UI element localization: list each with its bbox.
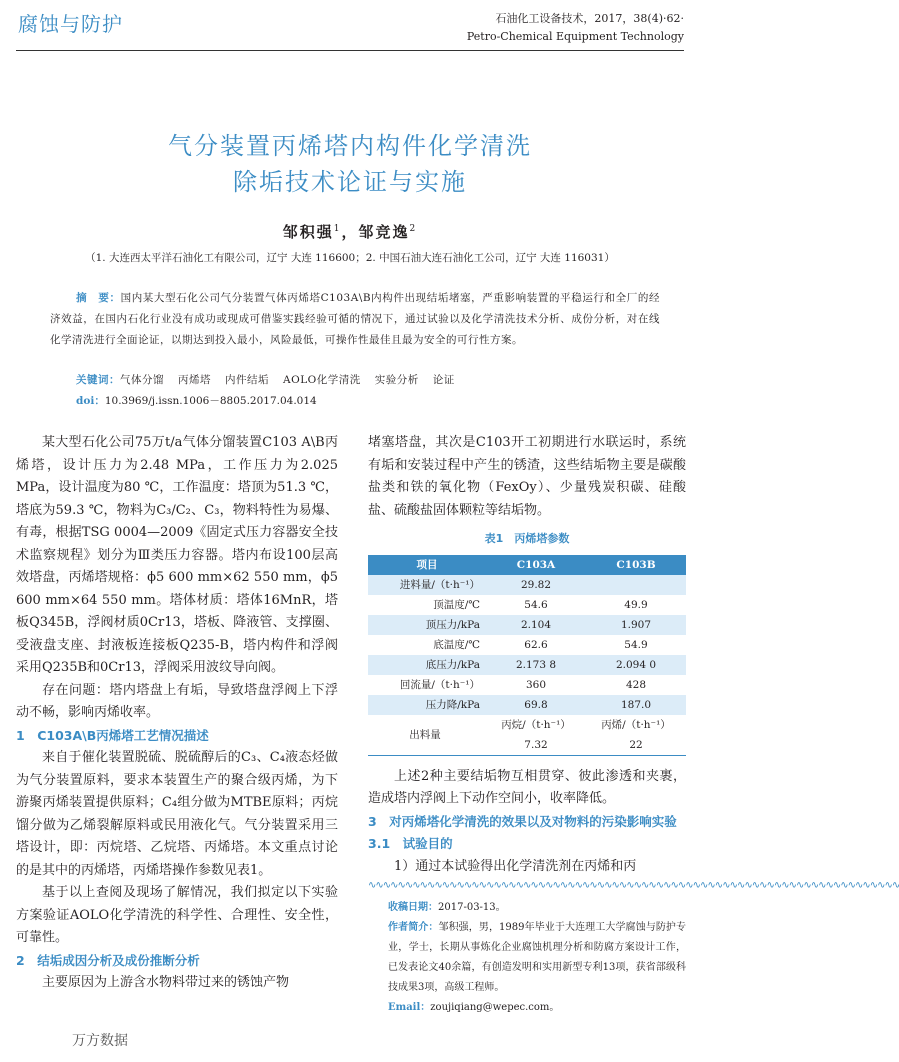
authors <box>0 221 700 242</box>
table-cell: 54.6 <box>524 598 548 611</box>
section-heading: 2 结垢成因分析及成份推断分析 <box>16 952 200 968</box>
keywords <box>76 370 666 391</box>
table-row <box>368 675 686 695</box>
received-label: 收稿日期： <box>388 902 438 913</box>
author-bio-text: 邹积强，男，1989年毕业于大连理工大学腐蚀与防护专业，学士，长期从事炼化企业腐蚀机理分析和防腐方案设计工作，已发表论文40余篇，有创造发明和实用新型专利13项，获省部级科技成果3项，高级工程师。 <box>388 922 687 993</box>
keyword: 气体分馏 <box>120 374 164 386</box>
section-tag: 腐蚀与防护 <box>18 12 123 36</box>
table-row <box>368 715 686 735</box>
table-cell: 29.82 <box>486 575 586 595</box>
body-column-right <box>368 432 899 1018</box>
table-cell: 底压力/kPa <box>368 655 486 675</box>
received-date <box>388 898 686 918</box>
header-divider <box>16 50 684 51</box>
table-header: C103A <box>486 555 586 575</box>
article-title <box>0 128 700 200</box>
table-cell: 压力降/kPa <box>368 695 486 715</box>
table-row <box>368 595 686 615</box>
author-separator: ， <box>341 223 359 241</box>
body-paragraph: 存在问题：塔内塔盘上有垢，导致塔盘浮阀上下浮动不畅，影响丙烯收率。 <box>16 682 338 720</box>
table-row <box>368 695 686 715</box>
table-cell <box>586 575 686 595</box>
table-cell: 回流量/（t·h⁻¹） <box>399 678 480 691</box>
table-cell: 22 <box>629 738 643 751</box>
table-cell: 360 <box>525 678 547 691</box>
body-paragraph: 堵塞塔盘，其次是C103开工初期进行水联运时，系统有垢和安装过程中产生的锈渣，这些结垢物主要是碳酸盐类和铁的氧化物（FexOy）、少量残炭积碳、硅酸盐、硫酸盐固体颗粒等结垢物。 <box>368 435 686 518</box>
keyword: 丙烯塔 <box>178 374 211 386</box>
author-1: 邹积强 <box>282 223 334 241</box>
table-cell: 2.104 <box>486 615 586 635</box>
abstract <box>50 288 660 351</box>
keywords-label: 关键词： <box>76 374 120 386</box>
author-2-affil: 2 <box>409 224 418 234</box>
table-cell: 顶压力/kPa <box>368 615 486 635</box>
table-cell: 顶温度/℃ <box>433 598 480 611</box>
doi-value[interactable]: 10.3969/j.issn.1006－8805.2017.04.014 <box>104 395 317 407</box>
author-1-affil: 1 <box>333 224 342 234</box>
abstract-label: 摘 要： <box>76 292 121 304</box>
author-bio <box>388 918 686 998</box>
journal-line-en: Petro-Chemical Equipment Technology <box>466 30 684 43</box>
table-cell: 2.094 0 <box>586 655 686 675</box>
table-caption: 表1 丙烯塔参数 <box>484 532 570 545</box>
body-paragraph: 来自于催化装置脱硫、脱硫醇后的C₃、C₄液态烃做为气分装置原料，要求本装置生产的聚合级丙烯，为下游聚丙烯装置提供原料；C₄组分做为MTBE原料；丙烷馏分做为乙烯裂解原料或民用液化气。气分装置采用三塔设计，即：丙烷塔、乙烷塔、丙烯塔。本文重点讨论的是其中的丙烯塔，丙烯塔操作参数见表1。 <box>16 750 338 878</box>
keyword: 论证 <box>432 374 455 386</box>
author-bio-label: 作者简介： <box>388 922 439 933</box>
table-cell: 62.6 <box>524 638 548 651</box>
table-cell: 丙烯/（t·h⁻¹） <box>601 718 671 731</box>
doi-label: doi： <box>76 395 105 407</box>
table-cell: 69.8 <box>486 695 586 715</box>
title-line-2: 除垢技术论证与实施 <box>233 168 467 196</box>
doi <box>76 391 317 412</box>
table-cell: 7.32 <box>524 738 548 751</box>
table-cell: 49.9 <box>624 598 648 611</box>
section-heading: 3 对丙烯塔化学清洗的效果以及对物料的污染影响实验 <box>368 813 677 829</box>
table-row <box>368 655 686 675</box>
journal-citation <box>467 10 684 46</box>
keyword: 内件结垢 <box>225 374 269 386</box>
author-email <box>388 998 686 1018</box>
body-paragraph: 主要原因为上游含水物料带过来的锈蚀产物 <box>42 975 290 990</box>
section-heading: 1 C103A\B丙烯塔工艺情况描述 <box>16 727 209 743</box>
email-label: Email： <box>388 1002 431 1013</box>
table-cell: 进料量/（t·h⁻¹） <box>368 575 486 595</box>
parameter-table <box>368 555 686 756</box>
body-paragraph: 上述2种主要结垢物互相贯穿、彼此渗透和夹裹，造成塔内浮阀上下动作空间小，收率降低。 <box>368 768 686 806</box>
table-header: C103B <box>586 555 686 575</box>
body-paragraph: 1）通过本试验得出化学清洗剂在丙烯和丙 <box>394 858 637 874</box>
table-cell: 428 <box>625 678 647 691</box>
table-cell: 54.9 <box>624 638 648 651</box>
table-header-row <box>368 555 686 575</box>
table-row <box>368 635 686 655</box>
body-paragraph: 基于以上查阅及现场了解情况，我们拟定以下实验方案验证AOLO化学清洗的科学性、合理性、安全性，可靠性。 <box>16 885 338 945</box>
journal-line-cn: 石油化工设备技术，2017，38(4)·62· <box>495 12 684 25</box>
keyword: 实验分析 <box>374 374 419 386</box>
author-2: 邹竞逸 <box>358 223 410 241</box>
abstract-text: 国内某大型石化公司气分装置气体丙烯塔C103A\B内构件出现结垢堵塞，严重影响装置的平稳运行和全厂的经济效益，在国内石化行业没有成功或现成可借鉴实践经验可循的情况下，通过试验以及化学清洗技术分析、成份分析，对在线化学清洗进行全面论证，以期达到投入最小，风险最低，可操作性最佳且最为安全的可行性方案。 <box>50 292 660 346</box>
table-cell: 1.907 <box>586 615 686 635</box>
email-value[interactable]: zoujiqiang@wepec.com。 <box>430 1002 560 1013</box>
table-cell: 2.173 8 <box>486 655 586 675</box>
subsection-heading: 3.1 试验目的 <box>368 836 453 851</box>
affiliations: （1. 大连西太平洋石油化工有限公司，辽宁 大连 116600；2. 中国石油大连石油化工公司，辽宁 大连 116031） <box>85 252 615 264</box>
table-row <box>368 575 686 595</box>
body-paragraph: 某大型石化公司75万t/a气体分馏装置C103 A\B丙烯塔，设计压力为2.48 MPa，工作压力为2.025 MPa，设计温度为80 ℃，工作温度：塔顶为51.3 ℃，塔底为59.3 ℃，物料为C₃/C₂、C₃，物料特性为易爆、有毒，根据TSG 0004—2009《固定式压力容器安全技术监察规程》划分为Ⅲ类压力容器。塔内布设100层高效塔盘，丙烯塔规格：ϕ5 600 mm×62 550 mm，ϕ5 600 mm×64 550 mm。塔体材质：塔体16MnR，塔板Q345B，浮阀材质0Cr13，塔板、降液管、支撑圈、受液盘支座、封液板连接板Q235-B，塔内构件和浮阀采用Q235B和0Cr13，浮阀采用波纹导向阀。 <box>16 435 338 675</box>
table-cell: 出料量 <box>409 728 441 741</box>
received-value: 2017-03-13。 <box>438 902 506 913</box>
table-cell: 187.0 <box>586 695 686 715</box>
body-column-left <box>16 432 338 995</box>
footnote <box>368 898 686 1018</box>
table-cell: 底温度/℃ <box>433 638 480 651</box>
title-line-1: 气分装置丙烯塔内构件化学清洗 <box>168 132 532 160</box>
table-header: 项目 <box>368 555 486 575</box>
table-row <box>368 615 686 635</box>
table-cell: 丙烷/（t·h⁻¹） <box>501 718 571 731</box>
footnote-divider: ∿∿∿∿∿∿∿∿∿∿∿∿∿∿∿∿∿∿∿∿∿∿∿∿∿∿∿∿∿∿∿∿∿∿∿∿∿∿∿∿∿∿∿∿∿∿∿∿∿∿∿∿∿∿∿∿∿∿∿∿∿∿∿∿∿∿∿∿∿∿∿∿ <box>368 880 899 891</box>
watermark: 万方数据 <box>72 1033 128 1049</box>
keyword: AOLO化学清洗 <box>283 374 361 386</box>
